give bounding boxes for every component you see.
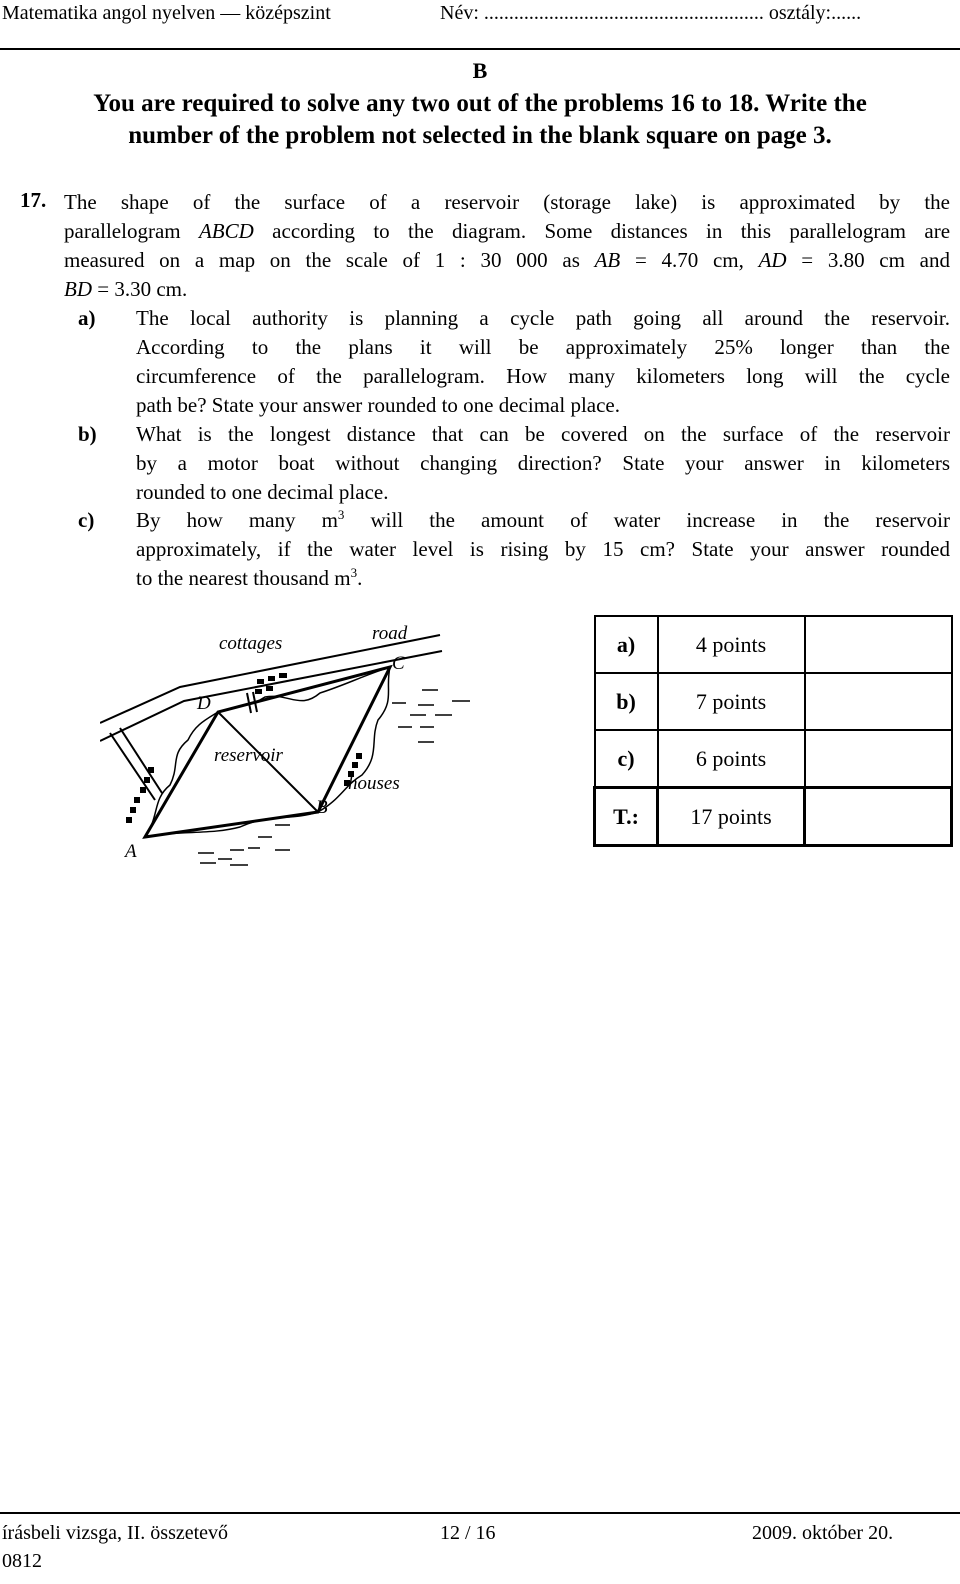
points-score-cell <box>805 788 952 846</box>
points-max: 17 points <box>658 788 805 846</box>
points-score-cell <box>805 730 952 788</box>
header-name-class-field: Név: ........................................................ osztály:...... <box>440 2 862 24</box>
section-letter: B <box>472 58 488 83</box>
instruction <box>20 88 940 152</box>
problem-statement <box>64 188 950 304</box>
problem-line-2: parallelogram ABCD according to the diagram. Some distances in this parallelogram are <box>64 219 951 243</box>
footer-code: 0812 <box>2 1550 42 1572</box>
points-table <box>593 615 953 847</box>
points-row-c <box>595 730 952 788</box>
side-road-line-2 <box>120 728 162 793</box>
question-c-label: c) <box>78 508 95 532</box>
problem-line-4: BD = 3.30 cm. <box>64 277 188 301</box>
label-vertex-c: C <box>392 653 405 674</box>
points-part-label: T.: <box>595 788 658 846</box>
label-vertex-a: A <box>125 841 137 862</box>
label-reservoir: reservoir <box>214 745 283 766</box>
water-marks-right <box>392 690 470 742</box>
footer-page-number: 12 / 16 <box>440 1522 496 1544</box>
points-part-label: b) <box>595 673 658 730</box>
points-part-label: a) <box>595 616 658 673</box>
points-max: 7 points <box>658 673 805 730</box>
label-houses: houses <box>348 773 400 794</box>
question-b-label: b) <box>78 422 97 446</box>
question-a-text: The local authority is planning a cycle path going all around the reservoir. According to the plans it will be approximately 25% longer than the circumference of the parallelogram. How many kilometers long will the cycle path be? State your answer rounded to one decimal place. <box>136 306 950 417</box>
label-vertex-d: D <box>197 693 211 714</box>
points-max: 6 points <box>658 730 805 788</box>
points-max: 4 points <box>658 616 805 673</box>
footer-rule <box>0 1512 960 1514</box>
header-rule <box>0 48 960 50</box>
instruction-line-2: number of the problem not selected in the blank square on page 3. <box>128 122 832 149</box>
question-c-text: By how many $m^3$ will the amount of water increase in the reservoir approximately, if the water level is rising by 15 cm? State your answer rounded to the nearest thousand $m^3$. <box>136 507 951 590</box>
points-score-cell <box>805 616 952 673</box>
question-a-label: a) <box>78 306 96 330</box>
problem-number: 17. <box>20 188 47 212</box>
label-road: road <box>372 623 408 644</box>
question-b-text: What is the longest distance that can be covered on the surface of the reservoir by a motor boat without changing direction? State your answer in kilometers rounded to one decimal place. <box>136 422 950 504</box>
footer-date: 2009. október 20. <box>752 1522 894 1544</box>
header-subject: Matematika angol nyelven — középszint <box>2 2 331 24</box>
points-row-b <box>595 673 952 730</box>
label-cottages: cottages <box>219 633 283 654</box>
points-score-cell <box>805 673 952 730</box>
reservoir-diagram-svg <box>100 615 500 875</box>
reservoir-diagram <box>100 615 500 875</box>
problem-line-3: measured on a map on the scale of 1 : 30 000 as AB = 4.70 cm, AD = 3.80 cm and <box>64 248 950 272</box>
points-row-a <box>595 616 952 673</box>
problem-line-1: The shape of the surface of a reservoir (storage lake) is approximated by the <box>64 190 950 214</box>
instruction-line-1: You are required to solve any two out of the problems 16 to 18. Write the <box>93 90 867 117</box>
side-road-line-1 <box>110 733 155 800</box>
footer-exam-part: írásbeli vizsga, II. összetevő <box>2 1522 229 1544</box>
points-part-label: c) <box>595 730 658 788</box>
points-row-total <box>595 788 952 846</box>
label-vertex-b: B <box>316 797 328 818</box>
